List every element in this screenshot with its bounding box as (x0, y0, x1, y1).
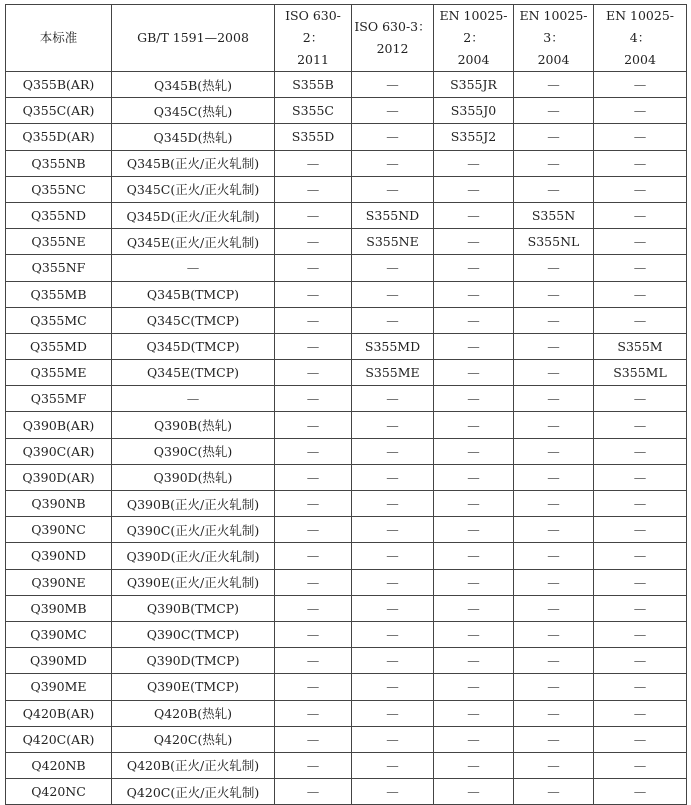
en-10025-4-cell: S355ML (594, 360, 687, 386)
gbt-1591-cell: Q345D(热轧) (112, 124, 275, 150)
en-10025-2-cell: — (434, 779, 514, 805)
en-10025-2-cell: — (434, 648, 514, 674)
this-standard-cell: Q420NB (6, 752, 112, 778)
this-standard-cell: Q355MC (6, 307, 112, 333)
iso-630-2-cell: — (275, 281, 352, 307)
en-10025-4-cell: — (594, 176, 687, 202)
header-text: GB/T 1591—2008 (137, 30, 249, 45)
en-10025-3-cell: — (514, 491, 594, 517)
en-10025-2-cell: S355JR (434, 72, 514, 98)
en-10025-2-cell: — (434, 621, 514, 647)
en-10025-3-cell: — (514, 98, 594, 124)
en-10025-2-cell: — (434, 333, 514, 359)
en-10025-3-cell: S355NL (514, 229, 594, 255)
iso-630-3-cell: — (352, 438, 434, 464)
en-10025-2-cell: — (434, 517, 514, 543)
iso-630-3-cell: S355NE (352, 229, 434, 255)
this-standard-cell: Q390NE (6, 569, 112, 595)
iso-630-2-cell: — (275, 255, 352, 281)
gbt-1591-cell: Q420B(正火/正火轧制) (112, 752, 275, 778)
table-row (6, 150, 687, 176)
table-row (6, 360, 687, 386)
en-10025-2-cell: — (434, 360, 514, 386)
en-10025-3-cell: — (514, 386, 594, 412)
gbt-1591-cell: — (112, 255, 275, 281)
header-text: 2004 (624, 52, 656, 67)
gbt-1591-cell: Q390C(正火/正火轧制) (112, 517, 275, 543)
header-text: EN 10025-2： (439, 8, 508, 45)
this-standard-cell: Q355MF (6, 386, 112, 412)
en-10025-3-cell: — (514, 360, 594, 386)
iso-630-3-cell: — (352, 621, 434, 647)
en-10025-3-cell: — (514, 176, 594, 202)
this-standard-cell: Q390B(AR) (6, 412, 112, 438)
grade-comparison-table (5, 4, 687, 805)
table-row (6, 779, 687, 805)
en-10025-3-cell: — (514, 72, 594, 98)
en-10025-3-cell: — (514, 333, 594, 359)
iso-630-3-cell: — (352, 386, 434, 412)
header-text: 2011 (297, 52, 329, 67)
iso-630-2-cell: — (275, 543, 352, 569)
en-10025-3-cell: — (514, 621, 594, 647)
header-text: 2004 (457, 52, 490, 67)
en-10025-2-cell: — (434, 674, 514, 700)
en-10025-4-cell: — (594, 124, 687, 150)
en-10025-3-cell: — (514, 595, 594, 621)
en-10025-4-cell: — (594, 386, 687, 412)
iso-630-3-cell: — (352, 779, 434, 805)
iso-630-3-cell: — (352, 726, 434, 752)
header-en-10025-2 (434, 5, 514, 72)
this-standard-cell: Q355MD (6, 333, 112, 359)
en-10025-4-cell: — (594, 412, 687, 438)
this-standard-cell: Q390ND (6, 543, 112, 569)
gbt-1591-cell: Q345B(正火/正火轧制) (112, 150, 275, 176)
header-iso-630-3 (352, 5, 434, 72)
en-10025-2-cell: — (434, 255, 514, 281)
gbt-1591-cell: Q390C(TMCP) (112, 621, 275, 647)
en-10025-3-cell: — (514, 255, 594, 281)
en-10025-3-cell: — (514, 700, 594, 726)
en-10025-2-cell: — (434, 412, 514, 438)
en-10025-2-cell: — (434, 726, 514, 752)
table-row (6, 176, 687, 202)
this-standard-cell: Q390ME (6, 674, 112, 700)
table-row (6, 621, 687, 647)
this-standard-cell: Q390MB (6, 595, 112, 621)
gbt-1591-cell: Q390C(热轧) (112, 438, 275, 464)
gbt-1591-cell: Q345B(TMCP) (112, 281, 275, 307)
iso-630-2-cell: — (275, 229, 352, 255)
header-text: ISO 630-3： (354, 19, 431, 34)
iso-630-3-cell: — (352, 124, 434, 150)
en-10025-2-cell: S355J2 (434, 124, 514, 150)
iso-630-2-cell: — (275, 517, 352, 543)
en-10025-3-cell: — (514, 543, 594, 569)
gbt-1591-cell: Q390E(TMCP) (112, 674, 275, 700)
this-standard-cell: Q355ND (6, 202, 112, 228)
iso-630-3-cell: — (352, 674, 434, 700)
iso-630-2-cell: — (275, 202, 352, 228)
en-10025-3-cell: — (514, 674, 594, 700)
en-10025-4-cell: — (594, 726, 687, 752)
en-10025-2-cell: — (434, 752, 514, 778)
this-standard-cell: Q355D(AR) (6, 124, 112, 150)
iso-630-3-cell: — (352, 517, 434, 543)
iso-630-2-cell: S355B (275, 72, 352, 98)
iso-630-2-cell: — (275, 333, 352, 359)
en-10025-2-cell: — (434, 202, 514, 228)
iso-630-2-cell: — (275, 464, 352, 490)
iso-630-2-cell: — (275, 621, 352, 647)
iso-630-2-cell: — (275, 648, 352, 674)
iso-630-3-cell: — (352, 281, 434, 307)
table-row (6, 255, 687, 281)
gbt-1591-cell: Q390D(TMCP) (112, 648, 275, 674)
en-10025-4-cell: — (594, 255, 687, 281)
iso-630-2-cell: — (275, 674, 352, 700)
iso-630-2-cell: — (275, 150, 352, 176)
table-row (6, 72, 687, 98)
gbt-1591-cell: Q390D(热轧) (112, 464, 275, 490)
iso-630-3-cell: — (352, 464, 434, 490)
en-10025-4-cell: — (594, 281, 687, 307)
table-row (6, 464, 687, 490)
gbt-1591-cell: Q390E(正火/正火轧制) (112, 569, 275, 595)
gbt-1591-cell: Q345C(热轧) (112, 98, 275, 124)
iso-630-3-cell: — (352, 752, 434, 778)
header-en-10025-4 (594, 5, 687, 72)
table-row (6, 491, 687, 517)
en-10025-4-cell: — (594, 595, 687, 621)
table-header (6, 5, 687, 72)
iso-630-3-cell: — (352, 150, 434, 176)
iso-630-2-cell: — (275, 752, 352, 778)
header-this-standard (6, 5, 112, 72)
en-10025-2-cell: — (434, 569, 514, 595)
iso-630-2-cell: — (275, 726, 352, 752)
iso-630-3-cell: — (352, 412, 434, 438)
en-10025-4-cell: — (594, 543, 687, 569)
gbt-1591-cell: Q345D(正火/正火轧制) (112, 202, 275, 228)
this-standard-cell: Q355NE (6, 229, 112, 255)
iso-630-2-cell: — (275, 569, 352, 595)
iso-630-3-cell: — (352, 72, 434, 98)
iso-630-3-cell: S355MD (352, 333, 434, 359)
en-10025-3-cell: — (514, 281, 594, 307)
en-10025-2-cell: — (434, 438, 514, 464)
table-row (6, 543, 687, 569)
gbt-1591-cell: Q390B(TMCP) (112, 595, 275, 621)
this-standard-cell: Q355ME (6, 360, 112, 386)
gbt-1591-cell: Q345D(TMCP) (112, 333, 275, 359)
table-row (6, 438, 687, 464)
iso-630-3-cell: — (352, 307, 434, 333)
header-text: EN 10025-3： (519, 8, 588, 45)
gbt-1591-cell: Q390D(正火/正火轧制) (112, 543, 275, 569)
header-text: 2004 (537, 52, 570, 67)
this-standard-cell: Q390C(AR) (6, 438, 112, 464)
table-row (6, 333, 687, 359)
en-10025-4-cell: — (594, 674, 687, 700)
en-10025-2-cell: — (434, 176, 514, 202)
table-body (6, 72, 687, 805)
en-10025-2-cell: — (434, 229, 514, 255)
en-10025-2-cell: — (434, 307, 514, 333)
en-10025-3-cell: — (514, 150, 594, 176)
this-standard-cell: Q390NB (6, 491, 112, 517)
iso-630-3-cell: — (352, 648, 434, 674)
en-10025-4-cell: — (594, 569, 687, 595)
gbt-1591-cell: Q345E(正火/正火轧制) (112, 229, 275, 255)
header-gbt-1591 (112, 5, 275, 72)
en-10025-2-cell: — (434, 700, 514, 726)
table-row (6, 674, 687, 700)
table-row (6, 648, 687, 674)
en-10025-4-cell: — (594, 307, 687, 333)
en-10025-3-cell: — (514, 752, 594, 778)
this-standard-cell: Q390MC (6, 621, 112, 647)
iso-630-3-cell: — (352, 491, 434, 517)
header-text: 本标准 (39, 30, 78, 45)
gbt-1591-cell: — (112, 386, 275, 412)
en-10025-3-cell: — (514, 726, 594, 752)
iso-630-2-cell: — (275, 176, 352, 202)
this-standard-cell: Q420B(AR) (6, 700, 112, 726)
en-10025-3-cell: — (514, 779, 594, 805)
this-standard-cell: Q355NC (6, 176, 112, 202)
iso-630-3-cell: — (352, 255, 434, 281)
gbt-1591-cell: Q345C(正火/正火轧制) (112, 176, 275, 202)
gbt-1591-cell: Q390B(热轧) (112, 412, 275, 438)
en-10025-2-cell: — (434, 150, 514, 176)
table-row (6, 202, 687, 228)
en-10025-4-cell: — (594, 202, 687, 228)
this-standard-cell: Q420C(AR) (6, 726, 112, 752)
header-text: 2012 (376, 41, 409, 56)
iso-630-3-cell: — (352, 543, 434, 569)
table-row (6, 700, 687, 726)
iso-630-2-cell: — (275, 779, 352, 805)
en-10025-4-cell: — (594, 150, 687, 176)
en-10025-2-cell: — (434, 491, 514, 517)
iso-630-3-cell: — (352, 595, 434, 621)
en-10025-4-cell: — (594, 72, 687, 98)
table-row (6, 229, 687, 255)
en-10025-4-cell: — (594, 464, 687, 490)
en-10025-2-cell: — (434, 386, 514, 412)
iso-630-2-cell: — (275, 595, 352, 621)
table-row (6, 412, 687, 438)
en-10025-3-cell: S355N (514, 202, 594, 228)
header-en-10025-3 (514, 5, 594, 72)
gbt-1591-cell: Q345E(TMCP) (112, 360, 275, 386)
en-10025-4-cell: — (594, 229, 687, 255)
header-iso-630-2 (275, 5, 352, 72)
table-row (6, 595, 687, 621)
this-standard-cell: Q355NF (6, 255, 112, 281)
this-standard-cell: Q355MB (6, 281, 112, 307)
gbt-1591-cell: Q345B(热轧) (112, 72, 275, 98)
en-10025-4-cell: — (594, 517, 687, 543)
iso-630-2-cell: — (275, 360, 352, 386)
table-row (6, 386, 687, 412)
en-10025-3-cell: — (514, 517, 594, 543)
iso-630-3-cell: — (352, 176, 434, 202)
iso-630-3-cell: — (352, 700, 434, 726)
en-10025-2-cell: — (434, 595, 514, 621)
iso-630-2-cell: S355D (275, 124, 352, 150)
en-10025-2-cell: S355J0 (434, 98, 514, 124)
en-10025-3-cell: — (514, 412, 594, 438)
en-10025-3-cell: — (514, 464, 594, 490)
iso-630-3-cell: — (352, 569, 434, 595)
en-10025-4-cell: — (594, 779, 687, 805)
gbt-1591-cell: Q390B(正火/正火轧制) (112, 491, 275, 517)
iso-630-2-cell: — (275, 700, 352, 726)
header-text: EN 10025-4： (605, 8, 675, 45)
this-standard-cell: Q355B(AR) (6, 72, 112, 98)
iso-630-2-cell: — (275, 491, 352, 517)
en-10025-3-cell: — (514, 648, 594, 674)
en-10025-4-cell: — (594, 98, 687, 124)
this-standard-cell: Q420NC (6, 779, 112, 805)
iso-630-2-cell: — (275, 307, 352, 333)
iso-630-3-cell: S355ND (352, 202, 434, 228)
this-standard-cell: Q390NC (6, 517, 112, 543)
en-10025-3-cell: — (514, 124, 594, 150)
iso-630-2-cell: — (275, 412, 352, 438)
en-10025-3-cell: — (514, 569, 594, 595)
table-row (6, 569, 687, 595)
gbt-1591-cell: Q420B(热轧) (112, 700, 275, 726)
this-standard-cell: Q355NB (6, 150, 112, 176)
iso-630-2-cell: — (275, 438, 352, 464)
iso-630-3-cell: S355ME (352, 360, 434, 386)
en-10025-4-cell: — (594, 621, 687, 647)
en-10025-3-cell: — (514, 307, 594, 333)
en-10025-2-cell: — (434, 543, 514, 569)
table-row (6, 124, 687, 150)
table-row (6, 281, 687, 307)
gbt-1591-cell: Q420C(正火/正火轧制) (112, 779, 275, 805)
en-10025-2-cell: — (434, 281, 514, 307)
iso-630-2-cell: S355C (275, 98, 352, 124)
table-row (6, 752, 687, 778)
en-10025-4-cell: — (594, 752, 687, 778)
table-row (6, 726, 687, 752)
iso-630-3-cell: — (352, 98, 434, 124)
this-standard-cell: Q390MD (6, 648, 112, 674)
header-row (6, 5, 687, 72)
en-10025-2-cell: — (434, 464, 514, 490)
header-text: ISO 630-2： (285, 8, 341, 45)
table-row (6, 517, 687, 543)
en-10025-3-cell: — (514, 438, 594, 464)
en-10025-4-cell: — (594, 700, 687, 726)
iso-630-2-cell: — (275, 386, 352, 412)
this-standard-cell: Q390D(AR) (6, 464, 112, 490)
gbt-1591-cell: Q420C(热轧) (112, 726, 275, 752)
en-10025-4-cell: — (594, 648, 687, 674)
gbt-1591-cell: Q345C(TMCP) (112, 307, 275, 333)
en-10025-4-cell: — (594, 438, 687, 464)
en-10025-4-cell: S355M (594, 333, 687, 359)
table-row (6, 98, 687, 124)
this-standard-cell: Q355C(AR) (6, 98, 112, 124)
table-row (6, 307, 687, 333)
en-10025-4-cell: — (594, 491, 687, 517)
